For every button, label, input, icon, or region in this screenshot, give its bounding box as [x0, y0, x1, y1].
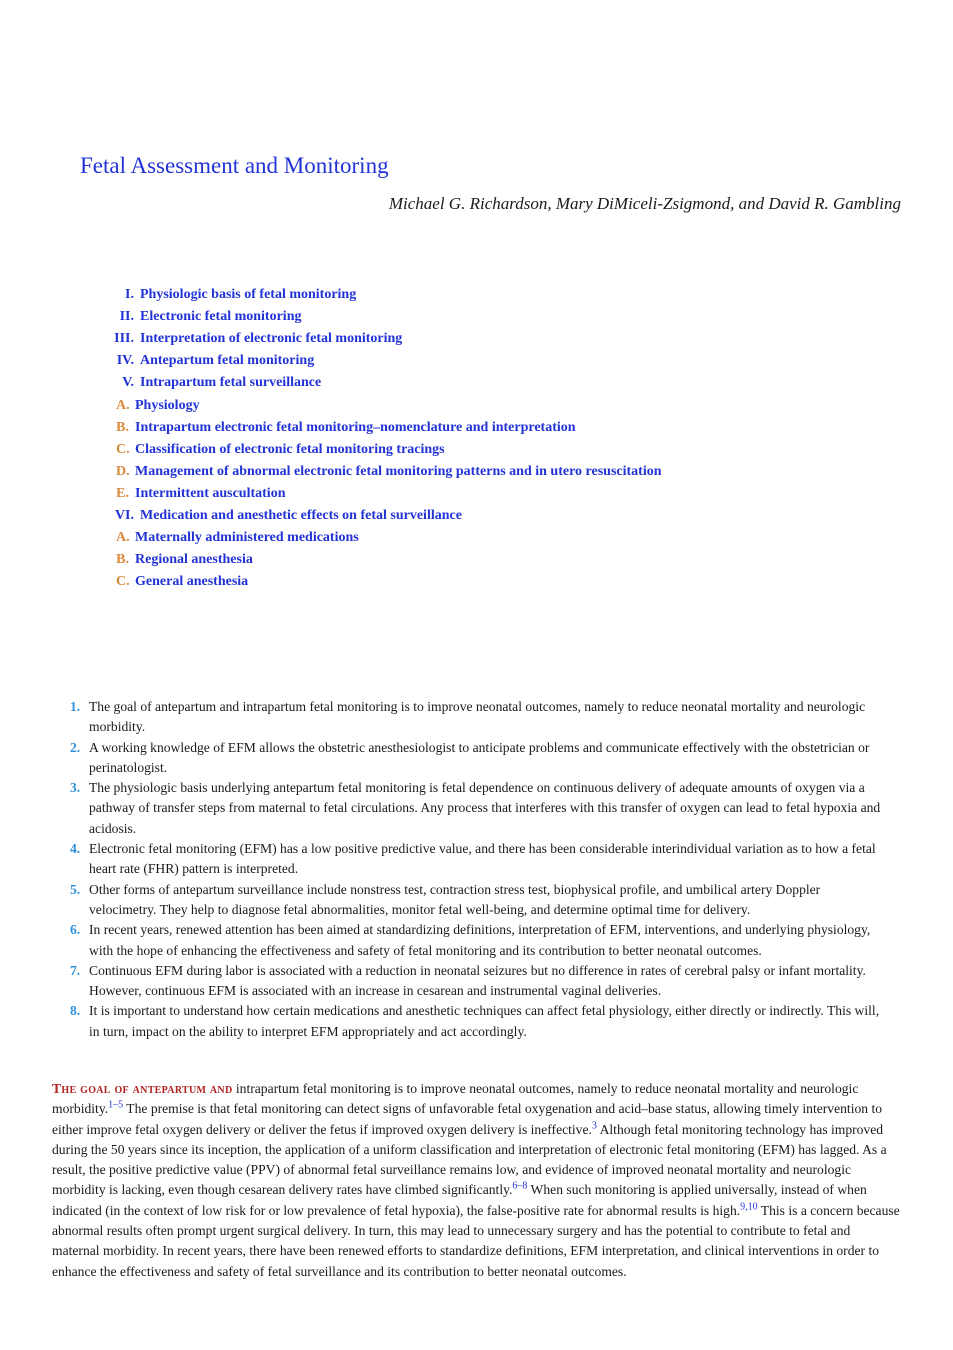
toc-item-label[interactable]: Management of abnormal electronic fetal monitoring patterns and in utero resuscitation	[135, 463, 662, 479]
toc-item[interactable]	[116, 530, 359, 550]
intro-text-3: Although fetal monitoring technology has improved during the 50 years since its inception, the application of a uniform classification and interpretation of electronic fetal monitoring (EFM) has lagged. As a result, the positive predictive value (PPV) of abnormal fetal surveillance remains low, and evidence of improved neonatal mortality and neurologic morbidity is lacking, even though cesarean delivery rates have climbed significantly.	[52, 1121, 887, 1198]
key-point-text: In recent years, renewed attention has been aimed at standardizing definitions, interpretation of EFM, interventions, and underlying physiology, with the hope of enhancing the effectiveness and safety of fetal monitoring and its contribution to better neonatal outcomes.	[89, 922, 871, 958]
toc-item[interactable]	[116, 552, 253, 572]
citation-link[interactable]: 6–8	[512, 1180, 528, 1192]
toc-item-number: V.	[122, 375, 134, 391]
citation-link[interactable]: 3	[591, 1120, 597, 1132]
toc-item[interactable]	[112, 331, 402, 351]
key-points	[70, 697, 890, 1042]
toc-item-label[interactable]: Physiologic basis of fetal monitoring	[140, 287, 357, 302]
toc-item-number: A.	[116, 530, 130, 546]
toc-item[interactable]	[112, 508, 462, 528]
toc-item-number: E.	[116, 485, 129, 501]
key-point-number: 8.	[70, 1003, 81, 1019]
toc-item-label[interactable]: Electronic fetal monitoring	[140, 309, 302, 325]
toc-item[interactable]	[116, 398, 200, 418]
key-point	[70, 920, 890, 961]
toc-item-label[interactable]: Medication and anesthetic effects on fetal surveillance	[140, 508, 462, 523]
key-point	[70, 778, 890, 839]
toc-item-number: I.	[125, 287, 134, 302]
toc-item[interactable]	[116, 486, 286, 506]
intro-lead: The goal of antepartum and	[52, 1081, 233, 1096]
key-point-text: The goal of antepartum and intrapartum fetal monitoring is to improve neonatal outcomes, namely to reduce neonatal mortality and neurologic morbidity.	[89, 699, 866, 735]
citation-link[interactable]: 1–5	[108, 1099, 124, 1111]
toc-item[interactable]	[116, 464, 662, 484]
key-point-number: 3.	[70, 780, 81, 796]
toc-item-label[interactable]: Antepartum fetal monitoring	[140, 353, 315, 369]
toc-item-number: D.	[116, 463, 130, 479]
intro-text-2: The premise is that fetal monitoring can detect signs of unfavorable fetal oxygenation and acid–base status, allowing timely intervention to either improve fetal oxygen delivery or deliver the fetus if improved oxygen delivery is ineffective.	[52, 1101, 883, 1137]
toc-item-number: VI.	[114, 508, 134, 523]
key-point-text: A working knowledge of EFM allows the obstetric anesthesiologist to anticipate problems and communicate effectively with the obstetrician or perinatologist.	[89, 739, 870, 775]
toc-item-number: III.	[114, 331, 134, 347]
toc-item-number: A.	[116, 397, 130, 413]
toc-item-label[interactable]: General anesthesia	[135, 574, 249, 590]
toc-item[interactable]	[112, 287, 356, 307]
toc-item-number: B.	[116, 552, 129, 568]
intro-text-1: intrapartum fetal monitoring is to improve neonatal outcomes, namely to reduce neonatal mortality and neurologic morbidity.	[52, 1081, 859, 1117]
toc-item-number: C.	[116, 574, 130, 590]
key-point	[70, 697, 890, 738]
toc-item[interactable]	[116, 574, 248, 594]
key-point	[70, 839, 890, 880]
key-point-text: Other forms of antepartum surveillance include nonstress test, contraction stress test, biophysical profile, and umbilical artery Doppler velocimetry. They help to diagnose fetal abnormalities, monitor fetal well-being, and determine optimal time for delivery.	[89, 881, 821, 917]
toc-item-label[interactable]: Intrapartum electronic fetal monitoring–nomenclature and interpretation	[135, 419, 576, 435]
toc-item-label[interactable]: Physiology	[135, 397, 200, 413]
toc-item-label[interactable]: Interpretation of electronic fetal monitoring	[140, 331, 403, 347]
key-point	[70, 880, 890, 921]
key-point-text: Continuous EFM during labor is associated with a reduction in neonatal seizures but no difference in rates of cerebral palsy or infant mortality. However, continuous EFM is associated with an increase in cesarean and instrumental vaginal deliveries.	[89, 962, 866, 999]
key-point-number: 1.	[70, 699, 81, 714]
key-point-number: 4.	[70, 841, 81, 857]
key-point-text: It is important to understand how certain medications and anesthetic techniques can affect fetal physiology, either directly or indirectly. This will, in turn, impact on the ability to interpret EFM appropriately and act accordingly.	[89, 1003, 880, 1039]
citation-link[interactable]: 9,10	[740, 1201, 758, 1213]
toc-item-label[interactable]: Maternally administered medications	[135, 530, 359, 546]
toc-item[interactable]	[112, 375, 321, 395]
toc-item[interactable]	[116, 420, 576, 440]
key-point	[70, 961, 890, 1002]
key-point-text: The physiologic basis underlying antepartum fetal monitoring is fetal dependence on continuous delivery of adequate amounts of oxygen via a pathway of transfer steps from maternal to fetal circulations. Any process that interferes with this transfer of oxygen can lead to fetal hypoxia and acidosis.	[89, 780, 881, 836]
key-point-number: 2.	[70, 739, 81, 755]
toc-item[interactable]	[112, 353, 314, 373]
intro-paragraph	[52, 1079, 900, 1282]
key-point	[70, 738, 890, 779]
key-point-text: Electronic fetal monitoring (EFM) has a low positive predictive value, and there has been considerable interindividual variation as to how a fetal heart rate (FHR) pattern is interpreted.	[89, 841, 876, 877]
intro-text-5: This is a concern because abnormal results often prompt urgent surgical delivery. In turn, this may lead to unnecessary surgery and has the potential to contribute to fetal and maternal morbidity. In recent years, there have been renewed efforts to standardize definitions, EFM interpretation, and clinical interventions in order to enhance the effectiveness and safety of fetal surveillance and its contribution to better neonatal outcomes.	[52, 1202, 900, 1279]
toc-item-number: IV.	[116, 353, 134, 369]
chapter-title: Fetal Assessment and Monitoring	[80, 153, 389, 178]
toc-item-number: C.	[116, 441, 130, 457]
key-point-number: 6.	[70, 922, 81, 938]
toc-item-label[interactable]: Regional anesthesia	[135, 552, 253, 568]
key-point-number: 7.	[70, 962, 81, 978]
toc-item[interactable]	[116, 442, 445, 462]
intro-text-4: When such monitoring is applied universally, instead of when indicated (in the context of low risk for or low prevalence of fetal hypoxia), the false-positive rate for abnormal results is high.	[52, 1182, 867, 1218]
key-point-number: 5.	[70, 881, 81, 897]
chapter-authors: Michael G. Richardson, Mary DiMiceli-Zsigmond, and David R. Gambling	[388, 194, 901, 213]
toc-item-label[interactable]: Intermittent auscultation	[135, 485, 286, 501]
key-point	[70, 1001, 890, 1042]
toc-item[interactable]	[112, 309, 302, 329]
toc-item-label[interactable]: Classification of electronic fetal monitoring tracings	[135, 441, 445, 457]
toc-item-number: B.	[116, 419, 129, 435]
toc-item-number: II.	[119, 309, 134, 325]
toc-item-label[interactable]: Intrapartum fetal surveillance	[140, 375, 322, 391]
